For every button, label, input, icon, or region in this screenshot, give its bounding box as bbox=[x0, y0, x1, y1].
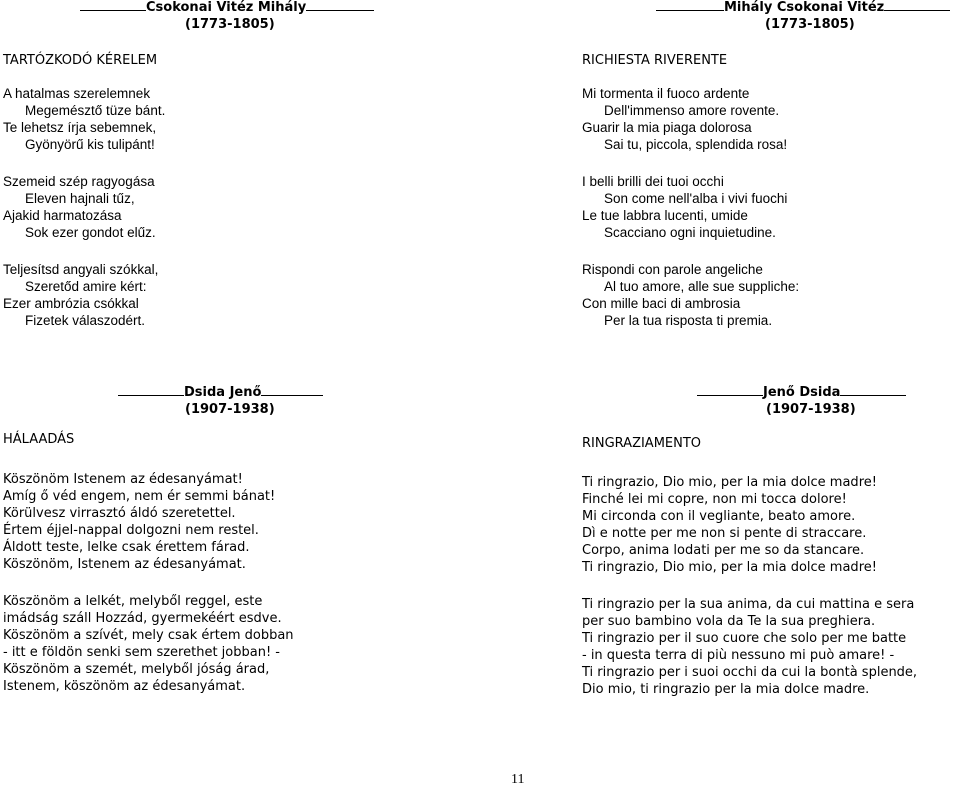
verse-line: Köszönöm, Istenem az édesanyámat. bbox=[3, 557, 246, 572]
verse-line: Scacciano ogni inquietudine. bbox=[604, 225, 776, 240]
verse-line: - in questa terra di più nessuno mi può amare! - bbox=[582, 648, 895, 663]
header-rule-right bbox=[840, 385, 906, 396]
left-top-author: Csokonai Vitéz Mihály bbox=[146, 0, 307, 15]
verse-line: Megemésztő tüze bánt. bbox=[25, 103, 166, 118]
right-top-header bbox=[656, 0, 950, 15]
verse-line: Ti ringrazio per il suo cuore che solo per me batte bbox=[582, 631, 907, 646]
header-rule-right bbox=[261, 385, 323, 396]
right-bottom-poem bbox=[582, 474, 917, 698]
left-bottom-dates: (1907-1938) bbox=[185, 402, 275, 417]
verse-line: Istenem, köszönöm az édesanyámat. bbox=[3, 679, 246, 694]
verse-line: Sok ezer gondot elűz. bbox=[25, 225, 156, 240]
verse-line: Eleven hajnali tűz, bbox=[25, 191, 135, 206]
right-bottom-header bbox=[697, 385, 906, 400]
verse-line: Ajakid harmatozása bbox=[3, 208, 122, 223]
left-bottom-title: HÁLAADÁS bbox=[3, 432, 75, 447]
verse-line: Sai tu, piccola, splendida rosa! bbox=[604, 137, 788, 152]
stanza bbox=[3, 85, 165, 153]
stanza bbox=[3, 471, 294, 573]
verse-line: Con mille baci di ambrosia bbox=[582, 296, 741, 311]
verse-line: A hatalmas szerelemnek bbox=[3, 86, 151, 101]
verse-line: Körülvesz virrasztó áldó szeretettel. bbox=[3, 506, 236, 521]
stanza bbox=[582, 596, 917, 698]
verse-line: imádság száll Hozzád, gyermekéért esdve. bbox=[3, 611, 282, 626]
verse-line: Gyönyörű kis tulipánt! bbox=[25, 137, 155, 152]
left-top-header bbox=[80, 0, 374, 15]
verse-line: Per la tua risposta ti premia. bbox=[604, 313, 773, 328]
verse-line: Corpo, anima lodati per me so da stancare. bbox=[582, 543, 865, 558]
verse-line: I belli brilli dei tuoi occhi bbox=[582, 174, 724, 189]
left-bottom-header bbox=[118, 385, 323, 400]
stanza bbox=[582, 474, 917, 576]
verse-line: Szemeid szép ragyogása bbox=[3, 174, 155, 189]
right-bottom-dates: (1907-1938) bbox=[766, 402, 856, 417]
stanza bbox=[3, 261, 165, 329]
verse-line: Mi circonda con il vegliante, beato amore. bbox=[582, 509, 856, 524]
verse-line: Áldott teste, lelke csak érettem fárad. bbox=[3, 540, 250, 555]
verse-line: Köszönöm a lelkét, melyből reggel, este bbox=[3, 594, 263, 609]
verse-line: Dio mio, ti ringrazio per la mia dolce madre. bbox=[582, 682, 870, 697]
verse-line: Son come nell'alba i vivi fuochi bbox=[604, 191, 788, 206]
verse-line: Dell'immenso amore rovente. bbox=[604, 103, 780, 118]
verse-line: Fizetek válaszodért. bbox=[25, 313, 146, 328]
verse-line: Köszönöm a szemét, melyből jóság árad, bbox=[3, 662, 270, 677]
header-rule-left bbox=[697, 385, 763, 396]
verse-line: Ti ringrazio, Dio mio, per la mia dolce madre! bbox=[582, 560, 877, 575]
verse-line: Értem éjjel-nappal dolgozni nem restel. bbox=[3, 523, 259, 538]
right-top-dates: (1773-1805) bbox=[765, 17, 855, 32]
right-bottom-title: RINGRAZIAMENTO bbox=[582, 436, 702, 451]
stanza bbox=[3, 173, 165, 241]
verse-line: Teljesítsd angyali szókkal, bbox=[3, 262, 159, 277]
left-top-title: TARTÓZKODÓ KÉRELEM bbox=[3, 53, 158, 68]
verse-line: per suo bambino vola da Te la sua preghiera. bbox=[582, 614, 876, 629]
right-top-title: RICHIESTA RIVERENTE bbox=[582, 53, 728, 68]
verse-line: Te lehetsz írja sebemnek, bbox=[3, 120, 157, 135]
verse-line: Köszönöm Istenem az édesanyámat! bbox=[3, 472, 243, 487]
verse-line: Dì e notte per me non si pente di straccare. bbox=[582, 526, 867, 541]
header-rule-right bbox=[884, 0, 950, 11]
verse-line: Finché lei mi copre, non mi tocca dolore! bbox=[582, 492, 847, 507]
verse-line: Ti ringrazio per i suoi occhi da cui la bontà splende, bbox=[582, 665, 918, 680]
stanza bbox=[3, 593, 294, 695]
right-bottom-author: Jenő Dsida bbox=[763, 385, 841, 400]
left-bottom-author: Dsida Jenő bbox=[184, 385, 262, 400]
header-rule-right bbox=[306, 0, 374, 11]
verse-line: Le tue labbra lucenti, umide bbox=[582, 208, 748, 223]
verse-line: Ezer ambrózia csókkal bbox=[3, 296, 139, 311]
stanza bbox=[582, 261, 799, 329]
verse-line: Amíg ő véd engem, nem ér semmi bánat! bbox=[3, 489, 276, 504]
header-rule-left bbox=[656, 0, 724, 11]
verse-line: Rispondi con parole angeliche bbox=[582, 262, 763, 277]
verse-line: Ti ringrazio, Dio mio, per la mia dolce madre! bbox=[582, 475, 877, 490]
verse-line: Mi tormenta il fuoco ardente bbox=[582, 86, 750, 101]
left-bottom-poem bbox=[3, 471, 294, 695]
header-rule-left bbox=[80, 0, 146, 11]
left-top-dates: (1773-1805) bbox=[185, 17, 275, 32]
verse-line: - itt e földön senki sem szerethet jobban! - bbox=[3, 645, 280, 660]
verse-line: Köszönöm a szívét, mely csak értem dobban bbox=[3, 628, 294, 643]
stanza bbox=[582, 173, 799, 241]
right-top-author: Mihály Csokonai Vitéz bbox=[724, 0, 885, 15]
stanza bbox=[582, 85, 799, 153]
page-number: 11 bbox=[511, 772, 525, 787]
verse-line: Szeretőd amire kért: bbox=[25, 279, 147, 294]
header-rule-left bbox=[118, 385, 184, 396]
right-top-poem bbox=[582, 85, 799, 329]
verse-line: Guarir la mia piaga dolorosa bbox=[582, 120, 752, 135]
verse-line: Ti ringrazio per la sua anima, da cui mattina e sera bbox=[582, 597, 915, 612]
verse-line: Al tuo amore, alle sue suppliche: bbox=[604, 279, 800, 294]
left-top-poem bbox=[3, 85, 165, 329]
